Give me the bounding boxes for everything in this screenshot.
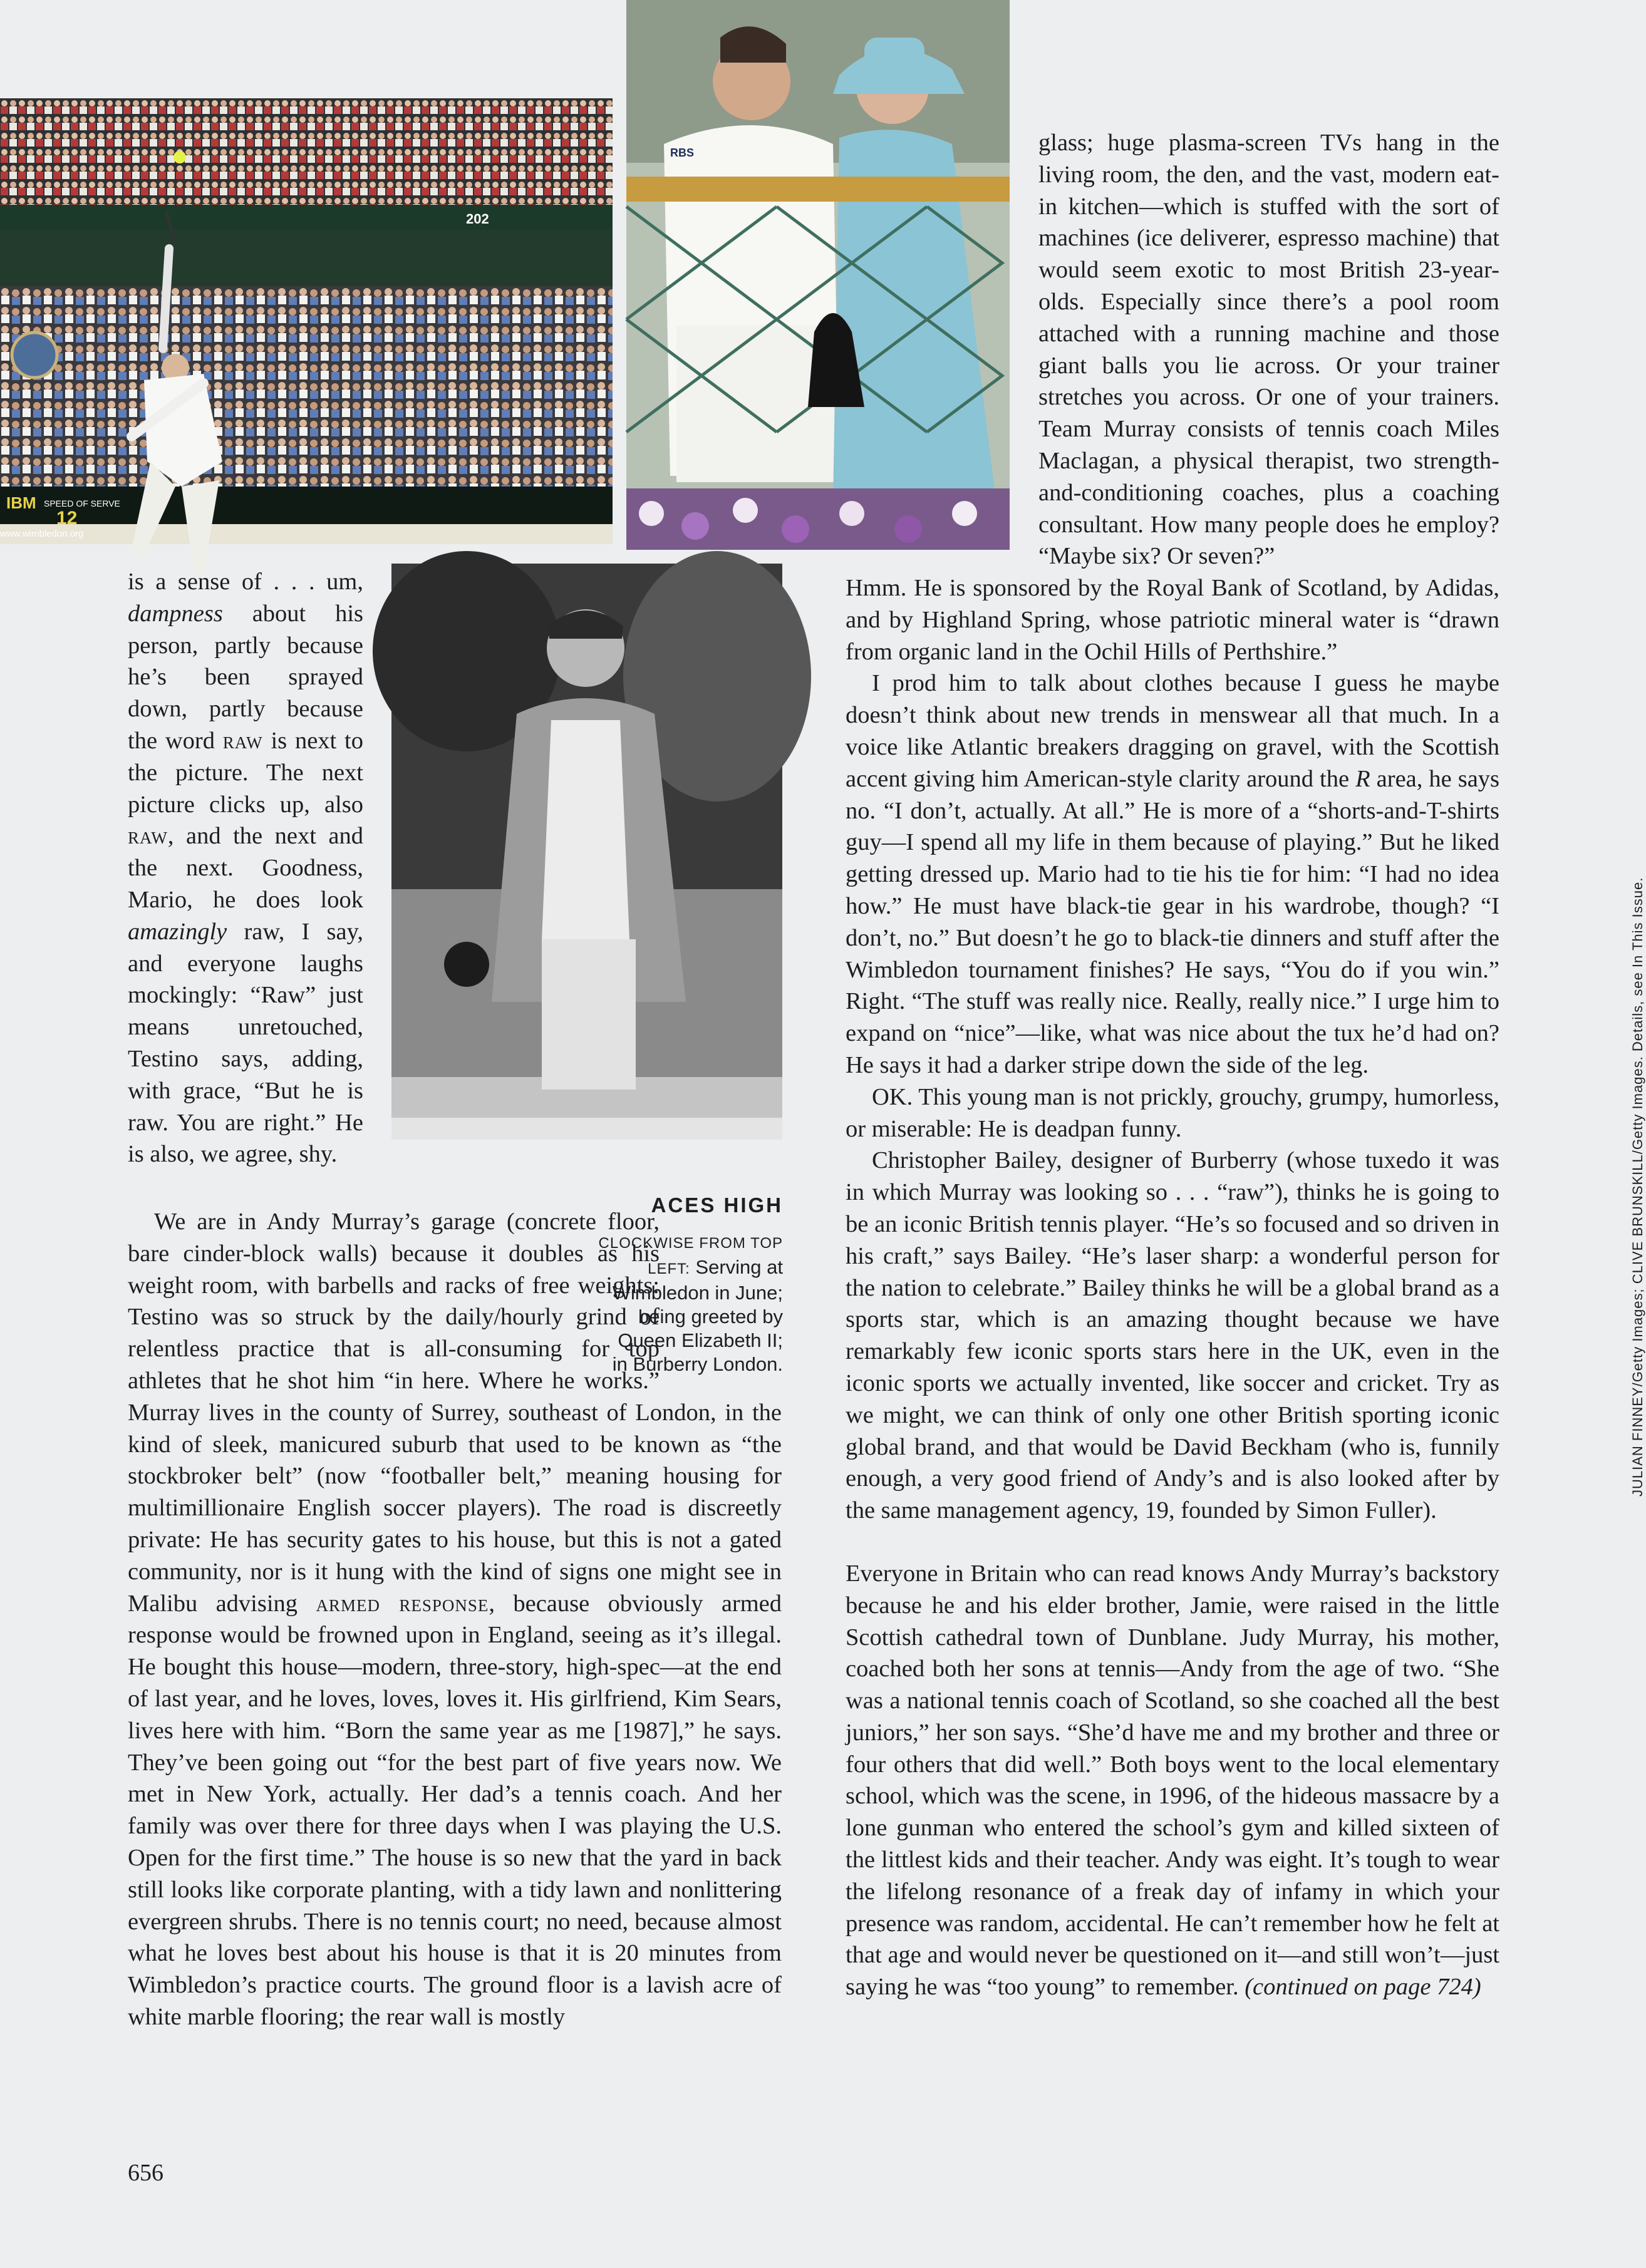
article-paragraph: We are in Andy Murray’s garage (concrete floor, bare cinder-block walls) because it doubles as his weight room, with barbells and racks of free weights: Testino was so struck by the daily/hourly grind of relentless practice that is all-consuming for top athletes that he shot him “in here. Where he works.” Murray lives in the county of Surrey, southeast of London, in the kind of sleek, manicured suburb that used to be known as “the stockbroker belt” (now “footballer belt,” meaning housing for multimillionaire English soccer players). The road is discreetly private: He has security gates to his house, but this is not a gated community, nor is it hung with the kind of signs one might see in Malibu advising armed response, because obviously armed response would be frowned upon in England, seeing as it’s illegal. He bought this house—modern, three-story, high-spec—at the end of last year, and he loves, loves, loves it. His girlfriend, Kim Sears, lives here with him. “Born the same year as me [1987],” he says. They’ve been going out “for the best part of five years now. We met in New York, actually. Her dad’s a tennis coach. And her family was over there for three days when I was playing the U.S. Open for the first time.” The house is so new that the yard in back still looks like corporate planting, with a tidy lawn and nonlittering evergreen shrubs. There is no tennis court; no need, because almost what he loves best about his house is that it is 20 minutes from Wimbledon’s practice courts. The ground floor is a lavish acre of white marble flooring; the rear wall is mostly [128,1209,782,2030]
article-paragraph: Hmm. He is sponsored by the Royal Bank of Scotland, by Adidas, and by Highland Spring, whose patriotic mineral water is “drawn from organic land in the Ochil Hills of Perthshire.” [846,575,1499,665]
page-number: 656 [128,2160,163,2186]
speed-value: 12 [56,508,78,528]
article-paragraph: is a sense of . . . um, dampness about his person, partly because he’s been sprayed down, partly because the word raw is next to the picture. The next picture clicks up, also raw, and the next and the next. Goodness, Mario, he does look amazingly raw, I say, and everyone laughs mockingly: “Raw” just means unretouched, Testino says, adding, with grace, “But he is raw. You are right.” He is also, we agree, shy. [128,569,364,1168]
queen-greeting-photo-icon [626,0,1010,550]
board-number: 202 [466,211,489,227]
photo-burberry-portrait [391,564,782,1140]
burberry-portrait-photo-icon [391,564,782,1140]
caption-line: in Burberry London. [612,1353,783,1375]
left-column-wide [128,1206,782,2033]
shirt-logo: RBS [670,147,695,159]
continued-note: (continued on page 724) [1245,1974,1481,2001]
article-paragraph: Christopher Bailey, designer of Burberry (whose tuxedo it was in which Murray was looking so . . . “raw”), thinks he is going to be an iconic British tennis player. “He’s so focused and so driven in his craft,” says Bailey. “He’s laser sharp: a wonderful person for the nation to celebrate.” Bailey thinks he will be a global brand as a sports star, which is an amazing thought because we have remarkably few iconic sports stars here in the UK, even in the iconic sports we actually invented, like soccer and cricket. Try as we might, we can think of only one other British sporting iconic global brand, and that would be David Beckham (who is, funnily enough, a very good friend of Andy’s and is also looked after by the same management agency, 19, founded by Simon Fuller). [846,1147,1499,1524]
speed-label: SPEED OF SERVE [44,498,120,508]
photo-queen-greeting [626,0,1010,550]
caption-wrap-spacer [660,1206,782,1394]
tennis-serve-photo-icon [0,98,613,544]
article-paragraph: glass; huge plasma-screen TVs hang in the living room, the den, and the vast, modern eat-in kitchen—which is stuffed with the sort of machines (ice deliverer, espresso machine) that would seem exotic to most British 23-year-olds. Especially since there’s a pool room attached with a running machine and those giant balls you lie across. Or your trainer stretches you across. Or one of your trainers. Team Murray consists of tennis coach Miles Maclagan, a physical therapist, two strength-and-conditioning coaches, plus a coaching consultant. How many people does he employ? “Maybe six? Or seven?” [1038,130,1499,570]
article-paragraph: OK. This young man is not prickly, grouchy, grumpy, humorless, or miserable: He is deadpan funny. [846,1083,1499,1142]
article-paragraph: Everyone in Britain who can read knows Andy Murray’s backstory because he and his elder brother, Jamie, were raised in the little Scottish cathedral town of Dunblane. Judy Murray, his mother, coached both her sons at tennis—Andy from the age of two. “She was a national tennis coach of Scotland, so she coached all the best juniors,” her son says. “She’d have me and my brother and three or four others that did well.” Both boys went to the local elementary school, which was the scene, in 1996, of the hideous massacre by a lone gunman who entered the school’s gym and killed sixteen of the littlest kids and their teacher. Andy was eight. It’s tough to wear the lifelong resonance of a freak day of infamy in which your presence was random, accidental. He can’t remember how he felt at that age and would never be questioned on it—and still won’t—just saying he was “too young” to remember. (continued on page 724) [846,1560,1499,2001]
caption-line: Serving at [695,1256,783,1278]
right-column-narrow [1038,127,1499,572]
photo-credit: JULIAN FINNEY/Getty Images; CLIVE BRUNSKILL/Getty Images. Details, see In This Issue. [1630,877,1645,1497]
scoreboard-brand: IBM [6,493,36,512]
left-column-narrow [128,566,363,1170]
caption-line: Queen Elizabeth II; [618,1329,783,1351]
article-paragraph: I prod him to talk about clothes because I guess he maybe doesn’t think about new trends in menswear all that much. In a voice like Atlantic breakers dragging on gravel, with the Scottish accent giving him American-style clarity around the R area, he says no. “I don’t, actually. At all.” He is more of a “shorts-and-T-shirts guy—I spend all my life in them because of playing.” But he liked getting dressed up. Mario had to tie his tie for him: “I had no idea how.” He must have black-tie gear in his wardrobe, though? “I don’t, no.” But doesn’t he go to black-tie dinners and stuff after the Wimbledon tournament finishes? He says, “You do if you win.” Right. “The stuff was really nice. Really, really nice.” I urge him to expand on “nice”—like, what was nice about the tux he’d had on? He says it had a darker stripe down the side of the leg. [846,670,1500,1078]
caption-line: being greeted by [638,1306,783,1327]
website-text: www.wimbledon.org [0,528,84,539]
photo-wimbledon-serve [0,98,613,544]
right-column-wide [846,572,1499,2003]
caption-line: Wimbledon in June; [612,1282,783,1304]
caption-title: ACES HIGH [651,1193,783,1217]
caption-lead: CLOCKWISE FROM TOP LEFT: [598,1235,783,1277]
